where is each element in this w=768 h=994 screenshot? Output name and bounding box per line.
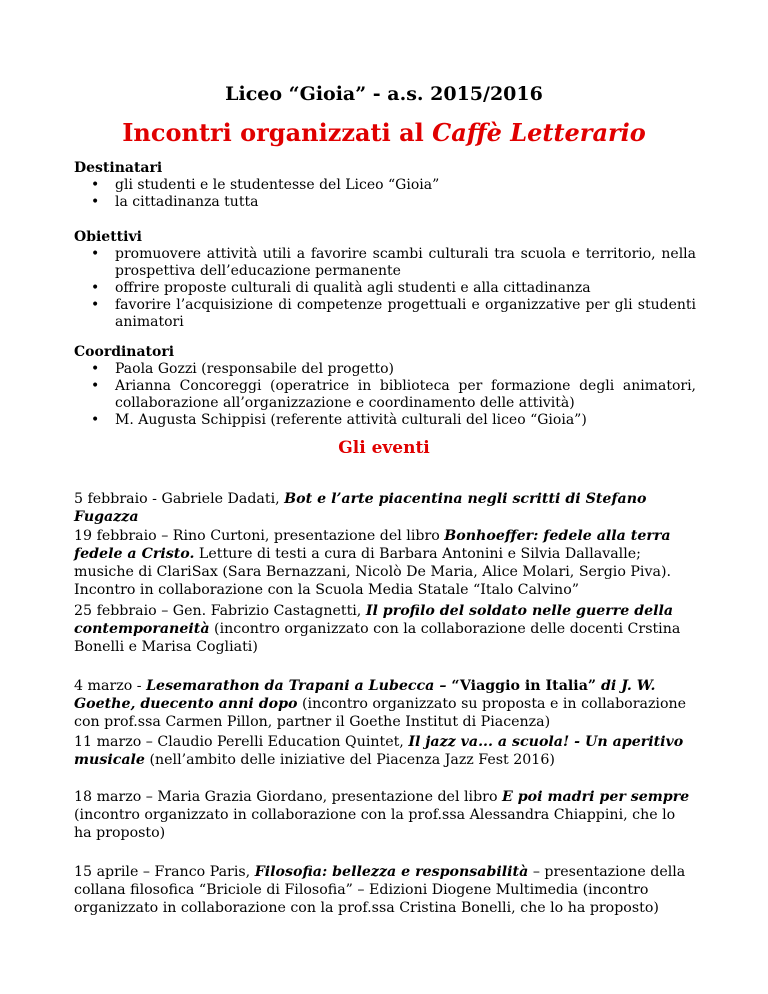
event-title: Lesemarathon da Trapani a Lubecca – — [146, 678, 452, 694]
obiettivi-item: • favorire l’acquisizione di competenze progettuali e organizzative per gli studenti animatori — [74, 297, 696, 331]
events-title: Gli eventi — [338, 438, 430, 458]
obiettivi-section — [74, 229, 696, 331]
coordinatori-section — [74, 344, 696, 429]
event-title: E poi madri per sempre — [502, 789, 690, 805]
event-text: (incontro organizzato in collaborazione con la prof.ssa Alessandra Chiappini, che lo ha proposto) — [74, 807, 676, 841]
destinatari-item: • la cittadinanza tutta — [74, 194, 696, 211]
event-item — [74, 527, 696, 599]
event-title: Il profilo del soldato nelle guerre della contemporaneità — [74, 603, 674, 637]
destinatari-item: • gli studenti e le studentesse del Liceo “Gioia” — [74, 177, 696, 194]
event-item — [74, 788, 696, 842]
school-heading: Liceo “Gioia” - a.s. 2015/2016 — [225, 83, 543, 105]
event-text: (incontro organizzato con la collaborazione delle docenti Crstina Bonelli e Marisa Cogliati) — [74, 621, 681, 655]
event-item — [74, 602, 696, 656]
obiettivi-item: • promuovere attività utili a favorire scambi culturali tra scuola e territorio, nella prospettiva dell’educazione permanente — [74, 246, 696, 280]
page-title — [0, 118, 768, 147]
event-title: Bonhoeffer: fedele alla terra fedele a Cristo. — [74, 528, 671, 562]
event-text: 25 febbraio – Gen. Fabrizio Castagnetti, — [74, 603, 366, 619]
event-text: Letture di testi a cura di Barbara Antonini e Silvia Dallavalle; musiche di ClariSax (Sara Bernazzani, Nicolò De Maria, Alice Molari, Sergio Piva). Incontro in collaborazione con la Scuola Media Statale “Italo Calvino” — [74, 546, 671, 598]
title-prefix: Incontri organizzati al — [122, 118, 433, 147]
obiettivi-title: Obiettivi — [74, 229, 142, 245]
event-title-quote: “Viaggio in Italia” — [451, 678, 597, 694]
destinatari-title: Destinatari — [74, 160, 163, 176]
event-item — [74, 733, 696, 769]
event-text: 11 marzo – Claudio Perelli Education Quintet, — [74, 734, 409, 750]
event-text: 4 marzo - — [74, 678, 147, 694]
event-item — [74, 677, 696, 731]
event-text: 15 aprile – Franco Paris, — [74, 864, 255, 880]
event-text: (nell’ambito delle iniziative del Piacenza Jazz Fest 2016) — [144, 752, 555, 768]
title-italic: Caffè Letterario — [432, 118, 646, 147]
event-text: (incontro organizzato su proposta e in collaborazione con prof.ssa Carmen Pillon, partner il Goethe Institut di Piacenza) — [74, 696, 687, 730]
event-item — [74, 490, 696, 526]
event-text: – presentazione della collana filosofica “Briciole di Filosofia” – Edizioni Diogene Multimedia (incontro organizzato in collaborazione con la prof.ssa Cristina Bonelli, che lo ha proposto) — [74, 864, 686, 916]
coordinatori-item: • Arianna Concoreggi (operatrice in biblioteca per formazione degli animatori, collaborazione all’organizzazione e coordinamento delle attività) — [74, 378, 696, 412]
event-title: Bot e l’arte piacentina negli scritti di Stefano Fugazza — [74, 491, 647, 525]
destinatari-section — [74, 160, 696, 211]
coordinatori-title: Coordinatori — [74, 344, 175, 360]
event-title: Filosofia: bellezza e responsabilità — [254, 864, 529, 880]
obiettivi-item: • offrire proposte culturali di qualità agli studenti e alla cittadinanza — [74, 280, 696, 297]
event-title: Il jazz va... a scuola! - Un aperitivo musicale — [74, 734, 684, 768]
event-text: 19 febbraio – Rino Curtoni, presentazione del libro — [74, 528, 445, 544]
coordinatori-item: • M. Augusta Schippisi (referente attività culturali del liceo “Gioia”) — [74, 412, 696, 429]
event-item — [74, 863, 696, 917]
event-text: 5 febbraio - Gabriele Dadati, — [74, 491, 285, 507]
event-text: 18 marzo – Maria Grazia Giordano, presentazione del libro — [74, 789, 502, 805]
coordinatori-item: • Paola Gozzi (responsabile del progetto) — [74, 361, 696, 378]
event-title: di J. W. Goethe, duecento anni dopo — [74, 678, 656, 712]
